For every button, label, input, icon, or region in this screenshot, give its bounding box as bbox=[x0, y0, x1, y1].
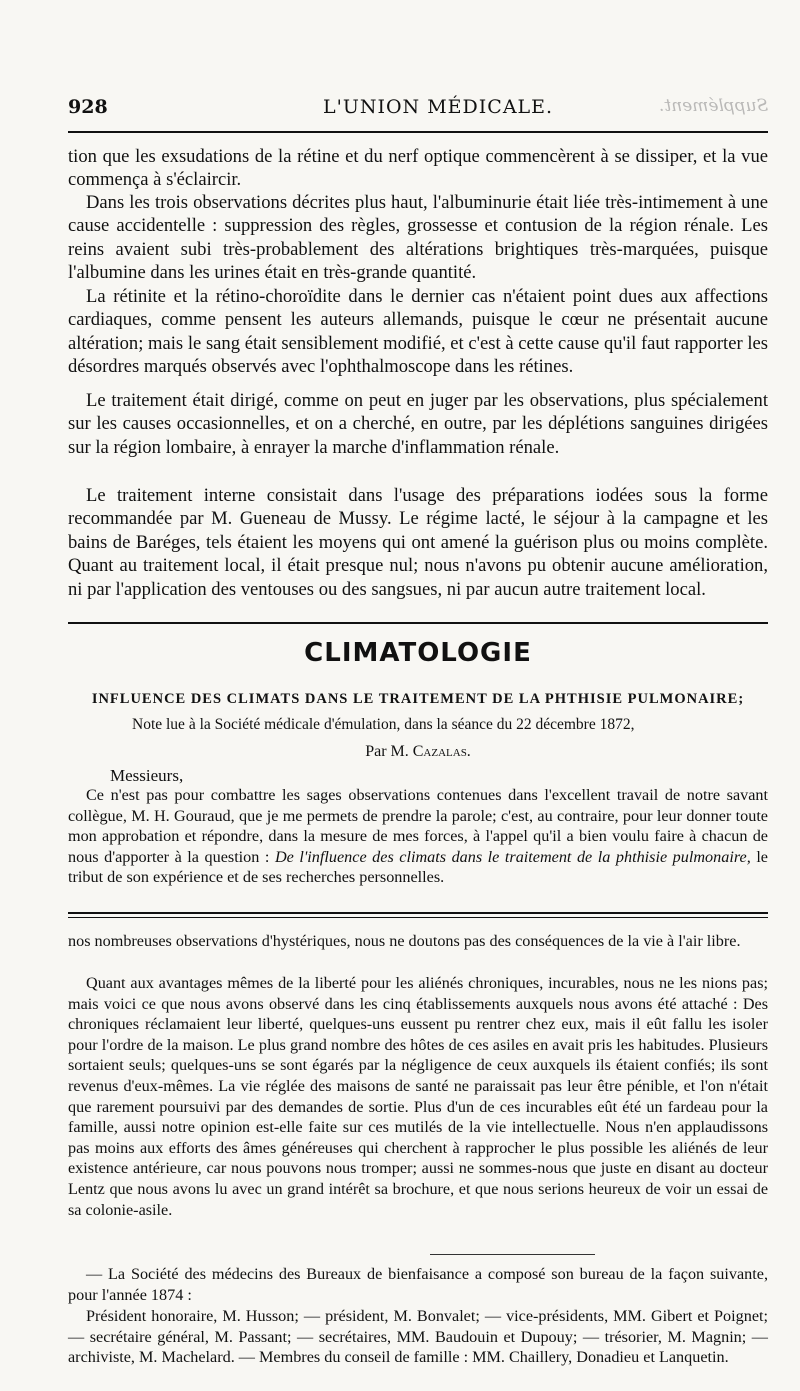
article-question-title: De l'influence des climats dans le traitement de la phthisie pulmonaire, bbox=[274, 847, 751, 866]
paragraph-exudations: tion que les exsudations de la rétine et du nerf optique commencèrent à se dissiper, et la vue commença à s'éclaircir. bbox=[68, 146, 768, 191]
running-header bbox=[68, 96, 768, 122]
supplement-label: Supplément. bbox=[658, 96, 768, 116]
salutation: Messieurs, bbox=[110, 766, 184, 785]
article-body-end: le tribut de son expérience et de ses recherches personnelles. bbox=[68, 847, 768, 887]
author-prefix: Par M. bbox=[365, 743, 409, 760]
author-name: Cazalas. bbox=[412, 743, 471, 760]
paragraph-observations: Dans les trois observations décrites plus haut, l'albuminurie était liée très-intimement à une cause accidentelle : suppression des règles, grossesse et contusion de la région rénale. Les reins avaient subi très-probablement des altérations brightiques très-marquées, puisque l'albumine dans les urines était en très-grande quantité. bbox=[68, 192, 768, 284]
paragraph-retinitis: La rétinite et la rétino-choroïdite dans le dernier cas n'étaient point dues aux affections cardiaques, comme pensent les auteurs allemands, puisque le cœur ne présentait aucune altération; mais le sang était sensiblement modifié, et c'est à cette cause qu'il faut rapporter les désordres marqués observés avec l'ophthalmoscope dans les rétines. bbox=[68, 286, 768, 378]
page-number: 928 bbox=[68, 96, 108, 118]
notice-rule bbox=[430, 1254, 595, 1255]
paragraph-hysterics: nos nombreuses observations d'hystériques, nous ne doutons pas des conséquences de la vie à l'air libre. bbox=[68, 932, 741, 950]
paragraph-society-members: Président honoraire, M. Husson; — président, M. Bonvalet; — vice-présidents, MM. Gibert et Poignet; — secrétaire général, M. Passant; — secrétaires, MM. Baudouin et Dupouy; — trésorier, M. Magnin; — archiviste, M. Machelard. — Membres du conseil de famille : MM. Chaillery, Donadieu et Lanquetin. bbox=[68, 1307, 768, 1367]
article-author bbox=[68, 743, 768, 761]
article-title: INFLUENCE DES CLIMATS DANS LE TRAITEMENT DE LA PHTHISIE PULMONAIRE; bbox=[91, 691, 745, 707]
journal-title: L'UNION MÉDICALE. bbox=[323, 96, 554, 118]
article-body-text: Ce n'est pas pour combattre les sages observations contenues dans l'excellent travail de notre savant collègue, M. H. Gouraud, que je me permets de prendre la parole; c'est, au contraire, pour leur donner toute mon approbation et répondre, dans la mesure de mes forces, à l'appel qu'il a bien voulu faire à chacun de nous d'apporter à la question : bbox=[68, 786, 768, 866]
paragraph-society-notice: — La Société des médecins des Bureaux de bienfaisance a composé son bureau de la façon suivante, pour l'année 1874 : bbox=[68, 1265, 768, 1304]
paragraph-liberty: Quant aux avantages mêmes de la liberté pour les aliénés chroniques, incurables, nous ne les nions pas; mais voici ce que nous avons observé dans les cinq établissements auxquels nous avons été attaché : Des chroniques réclamaient leur liberté, quelques-uns eussent pu rentrer chez eux, mais il eût fallu les isoler pour l'ordre de la maison. Le plus grand nombre des hôtes de ces asiles en avait pris les habitudes. Plusieurs sortaient seuls; quelques-uns se sont égarés par la négligence de ceux auxquels ils étaient confiés; ils sont revenus d'eux-mêmes. La vie réglée des maisons de santé ne paraissait pas leur être pénible, et l'on n'était que rarement poursuivi par des demandes de sortie. Plus d'un de ces incurables eût été un fardeau pour la famille, aussi notre opinion est-elle faite sur ces mutilés de la vie intellectuelle. Nous n'en applaudissons pas moins aux efforts des âmes généreuses qui cherchent à rapprocher le plus possible les aliénés de leur existence antérieure, car nous pouvons nous tromper; aussi ne sommes-nous que juste en disant au docteur Lentz que nous avons lu avec un grand intérêt sa brochure, et que nous serions heureux de voir un essai de sa colonie-asile. bbox=[68, 974, 768, 1219]
article-body bbox=[68, 785, 768, 888]
article-note: Note lue à la Société médicale d'émulation, dans la séance du 22 décembre 1872, bbox=[132, 716, 635, 733]
header-rule bbox=[68, 131, 768, 133]
section-bottom-rule bbox=[68, 912, 768, 918]
section-heading: CLIMATOLOGIE bbox=[304, 638, 532, 668]
section-top-rule bbox=[68, 622, 768, 624]
paragraph-treatment: Le traitement était dirigé, comme on peut en juger par les observations, plus spécialement sur les causes occasionnelles, et on a cherché, en outre, par les déplétions sanguines dirigées sur la région lombaire, à enrayer la marche d'inflammation rénale. bbox=[68, 390, 768, 458]
paragraph-internal-treatment: Le traitement interne consistait dans l'usage des préparations iodées sous la forme recommandée par M. Gueneau de Mussy. Le régime lacté, le séjour à la campagne et les bains de Baréges, tels étaient les moyens qui ont amené la guérison plus ou moins complète. Quant au traitement local, il était presque nul; nous n'avons pu obtenir aucune amélioration, ni par l'application des ventouses ou des sangsues, ni par aucun autre traitement local. bbox=[68, 485, 768, 600]
